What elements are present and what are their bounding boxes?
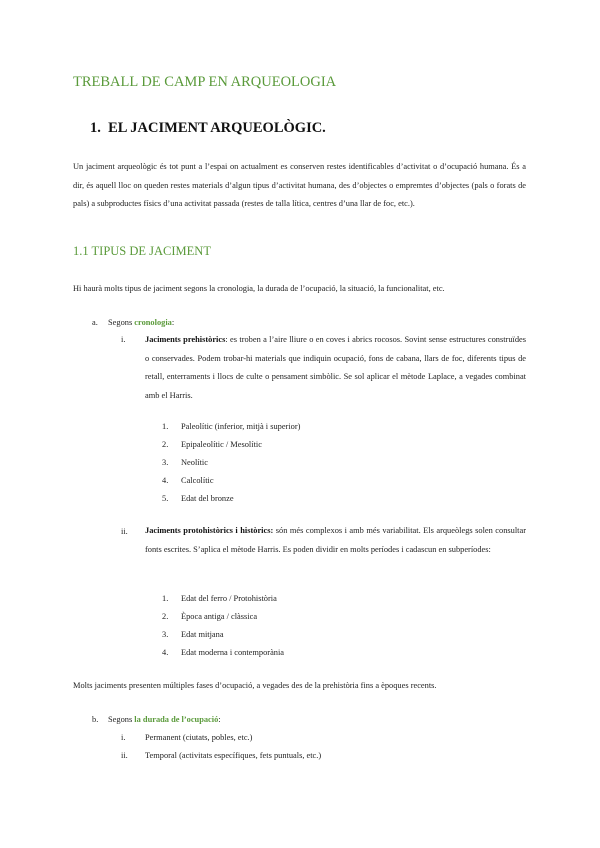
term-prehistoric: Jaciments prehistòrics	[145, 335, 226, 344]
phases-note: Molts jaciments presenten múltiples fases d’ocupació, a vegades des de la prehistòria fins a èpoques recents.	[73, 681, 437, 690]
list-item: 4. Calcolític	[162, 476, 214, 485]
criterion-prefix: Segons	[108, 318, 135, 327]
duration-item: Temporal (activitats específiques, fets puntuals, etc.)	[145, 751, 322, 760]
list-item: 3. Edat mitjana	[162, 630, 224, 639]
list-marker: b.	[92, 715, 99, 724]
list-item-b	[92, 715, 221, 724]
criterion-suffix: :	[171, 318, 175, 327]
roman-marker: i.	[121, 733, 126, 742]
list-item-a	[92, 318, 174, 327]
list-item: 3. Neolític	[162, 458, 208, 467]
document-title: TREBALL DE CAMP EN ARQUEOLOGIA	[73, 74, 337, 90]
list-item: 1. Paleolític (inferior, mitjà i superior)	[162, 422, 301, 431]
criterion-suffix: :	[218, 715, 221, 724]
subsection-intro: Hi haurà molts tipus de jaciment segons la cronologia, la durada de l’ocupació, la situació, la funcionalitat, etc.	[73, 284, 445, 293]
prehistoric-paragraph	[145, 331, 526, 405]
section-heading	[90, 120, 326, 137]
list-item: 4. Edat moderna i contemporània	[162, 648, 285, 657]
criterion-keyword: cronologia	[134, 318, 172, 327]
roman-marker: ii.	[121, 751, 128, 760]
list-marker: a.	[92, 318, 98, 327]
protohistoric-paragraph	[145, 522, 526, 559]
roman-marker: i.	[121, 335, 126, 344]
section-number: 1.	[90, 120, 101, 136]
prehistoric-text: : es troben a l’aire lliure o en coves i abrics rocosos. Sovint sense estructures construïdes o conservades. Podem trobar-hi materials que indiquin ocupació, fons de cabana, llars de foc, diferents tipus de retall, enterraments i llocs de culte o pensament simbòlic. Se sol aplicar el mètode Laplace, a vegades combinat amb el Harris.	[145, 335, 526, 400]
roman-marker: ii.	[121, 527, 128, 536]
list-item: 2. Epipaleolític / Mesolític	[162, 440, 262, 449]
section-title: EL JACIMENT ARQUEOLÒGIC.	[108, 120, 326, 136]
list-item: 5. Edat del bronze	[162, 494, 234, 503]
subsection-heading: 1.1 TIPUS DE JACIMENT	[73, 244, 211, 258]
protohistoric-text: són més complexos i amb més variabilitat. Els arqueòlegs solen consultar fonts escrites. S’aplica el mètode Harris. Es poden dividir en molts períodes i cadascun en subperíodes:	[145, 526, 526, 554]
criterion-prefix: Segons	[108, 715, 135, 724]
duration-item: Permanent (ciutats, pobles, etc.)	[145, 733, 253, 742]
criterion-keyword: la durada de l’ocupació	[134, 715, 219, 724]
intro-paragraph: Un jaciment arqueològic és tot punt a l’espai on actualment es conserven restes identificables d’activitat o d’ocupació humana. És a dir, és aquell lloc on queden restes materials d’algun tipus d’activitat humana, des d’objectes o empremtes d’objectes (pals o forats de pals) a subproductes físics d’una activitat passada (restes de talla lítica, centres d’una llar de foc, etc.).	[73, 162, 526, 209]
term-protohistoric: Jaciments protohistòrics i històrics:	[145, 526, 274, 535]
list-item: 2. Època antiga / clàssica	[162, 612, 258, 621]
list-item: 1. Edat del ferro / Protohistòria	[162, 594, 277, 603]
